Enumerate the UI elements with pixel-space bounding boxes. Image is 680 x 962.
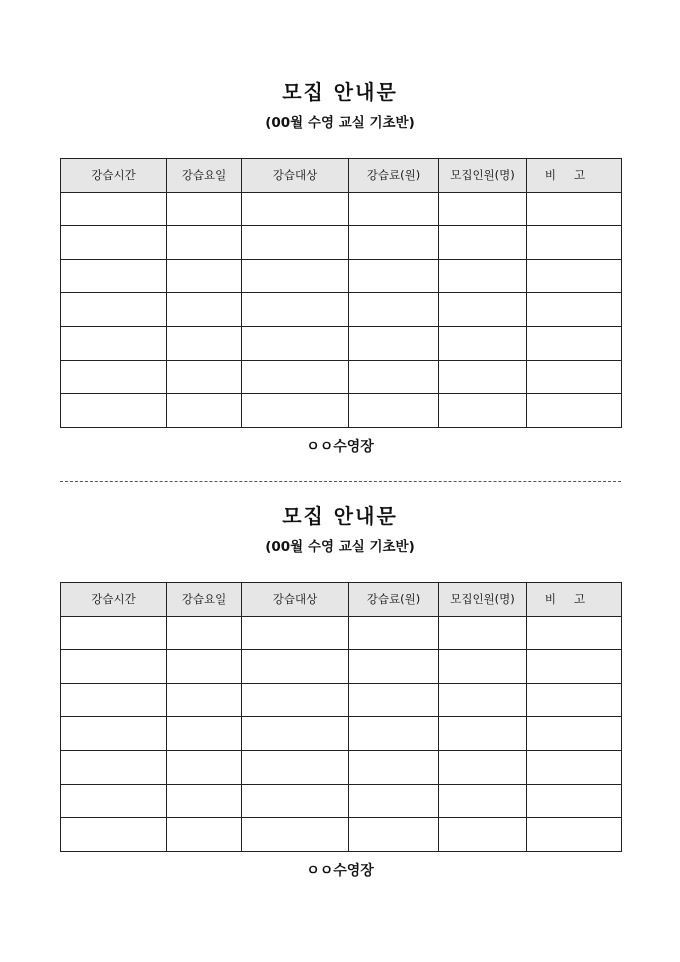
table-cell[interactable] [167,394,242,428]
table-row [61,293,622,327]
table-cell[interactable] [439,717,527,751]
table-row [61,192,622,226]
table-cell[interactable] [242,818,349,852]
table-cell[interactable] [527,192,622,226]
table-cell[interactable] [167,360,242,394]
table-cell[interactable] [61,784,167,818]
table-cell[interactable] [527,818,622,852]
table-cell[interactable] [242,326,349,360]
table-cell[interactable] [167,717,242,751]
table-cell[interactable] [439,818,527,852]
table-row [61,326,622,360]
table-cell[interactable] [167,784,242,818]
col-header-time: 강습시간 [61,159,167,193]
table-cell[interactable] [439,360,527,394]
table-cell[interactable] [527,683,622,717]
table-cell[interactable] [61,192,167,226]
table-row [61,784,622,818]
col-header-capacity: 모집인원(명) [439,583,527,617]
table-cell[interactable] [349,750,439,784]
col-header-remarks: 비고 [527,159,622,193]
notice-subtitle: (00월 수영 교실 기초반) [265,539,415,555]
table-row [61,360,622,394]
table-cell[interactable] [349,326,439,360]
table-row [61,616,622,650]
notice-subtitle: (00월 수영 교실 기초반) [265,115,415,131]
table-cell[interactable] [527,360,622,394]
table-cell[interactable] [242,293,349,327]
table-cell[interactable] [242,683,349,717]
table-cell[interactable] [439,326,527,360]
table-cell[interactable] [439,192,527,226]
table-cell[interactable] [439,616,527,650]
table-row [61,717,622,751]
table-cell[interactable] [439,683,527,717]
table-cell[interactable] [167,750,242,784]
table-cell[interactable] [167,818,242,852]
table-row [61,683,622,717]
notice-title: 모집 안내문 [282,80,398,104]
table-row [61,750,622,784]
table-cell[interactable] [61,394,167,428]
table-cell[interactable] [527,226,622,260]
table-cell[interactable] [242,192,349,226]
table-cell[interactable] [439,650,527,684]
pool-name-footer: ㅇㅇ수영장 [306,439,374,455]
table-cell[interactable] [242,226,349,260]
table-cell[interactable] [242,717,349,751]
table-cell[interactable] [349,226,439,260]
table-header-row [61,583,622,617]
table-cell[interactable] [61,616,167,650]
col-header-target: 강습대상 [242,159,349,193]
col-header-fee: 강습료(원) [349,159,439,193]
table-cell[interactable] [242,616,349,650]
table-cell[interactable] [439,784,527,818]
table-row [61,226,622,260]
pool-name-footer: ㅇㅇ수영장 [306,863,374,879]
table-cell[interactable] [61,226,167,260]
table-cell[interactable] [349,818,439,852]
table-cell[interactable] [167,650,242,684]
col-header-fee: 강습료(원) [349,583,439,617]
table-row [61,818,622,852]
table-cell[interactable] [242,750,349,784]
table-cell[interactable] [167,326,242,360]
table-cell[interactable] [242,259,349,293]
table-cell[interactable] [167,683,242,717]
table-row [61,394,622,428]
table-cell[interactable] [61,683,167,717]
table-cell[interactable] [527,784,622,818]
table-cell[interactable] [61,259,167,293]
table-cell[interactable] [242,650,349,684]
cut-line-divider [60,481,621,482]
table-cell[interactable] [349,192,439,226]
col-header-day: 강습요일 [167,159,242,193]
table-cell[interactable] [167,226,242,260]
table-cell[interactable] [242,394,349,428]
table-cell[interactable] [527,650,622,684]
table-cell[interactable] [349,293,439,327]
table-cell[interactable] [349,650,439,684]
col-header-day: 강습요일 [167,583,242,617]
col-header-remarks: 비고 [527,583,622,617]
table-cell[interactable] [61,650,167,684]
table-cell[interactable] [527,259,622,293]
table-cell[interactable] [349,360,439,394]
table-cell[interactable] [167,259,242,293]
table-cell[interactable] [527,326,622,360]
table-cell[interactable] [439,750,527,784]
table-cell[interactable] [439,394,527,428]
table-header-row [61,159,622,193]
table-cell[interactable] [527,616,622,650]
table-cell[interactable] [61,326,167,360]
table-cell[interactable] [61,818,167,852]
notice-title: 모집 안내문 [282,504,398,528]
table-cell[interactable] [167,616,242,650]
schedule-table [60,582,622,852]
table-cell[interactable] [527,750,622,784]
table-cell[interactable] [349,717,439,751]
table-cell[interactable] [61,360,167,394]
table-cell[interactable] [61,293,167,327]
table-cell[interactable] [527,394,622,428]
col-header-capacity: 모집인원(명) [439,159,527,193]
table-cell[interactable] [167,293,242,327]
table-cell[interactable] [349,683,439,717]
table-row [61,650,622,684]
table-cell[interactable] [349,259,439,293]
table-cell[interactable] [242,360,349,394]
table-cell[interactable] [527,717,622,751]
table-cell[interactable] [349,616,439,650]
schedule-table [60,158,622,428]
table-cell[interactable] [439,293,527,327]
col-header-time: 강습시간 [61,583,167,617]
table-cell[interactable] [167,192,242,226]
table-cell[interactable] [61,750,167,784]
table-cell[interactable] [242,784,349,818]
col-header-target: 강습대상 [242,583,349,617]
table-cell[interactable] [61,717,167,751]
table-cell[interactable] [527,293,622,327]
table-cell[interactable] [439,226,527,260]
table-cell[interactable] [349,394,439,428]
table-cell[interactable] [349,784,439,818]
table-row [61,259,622,293]
table-cell[interactable] [439,259,527,293]
